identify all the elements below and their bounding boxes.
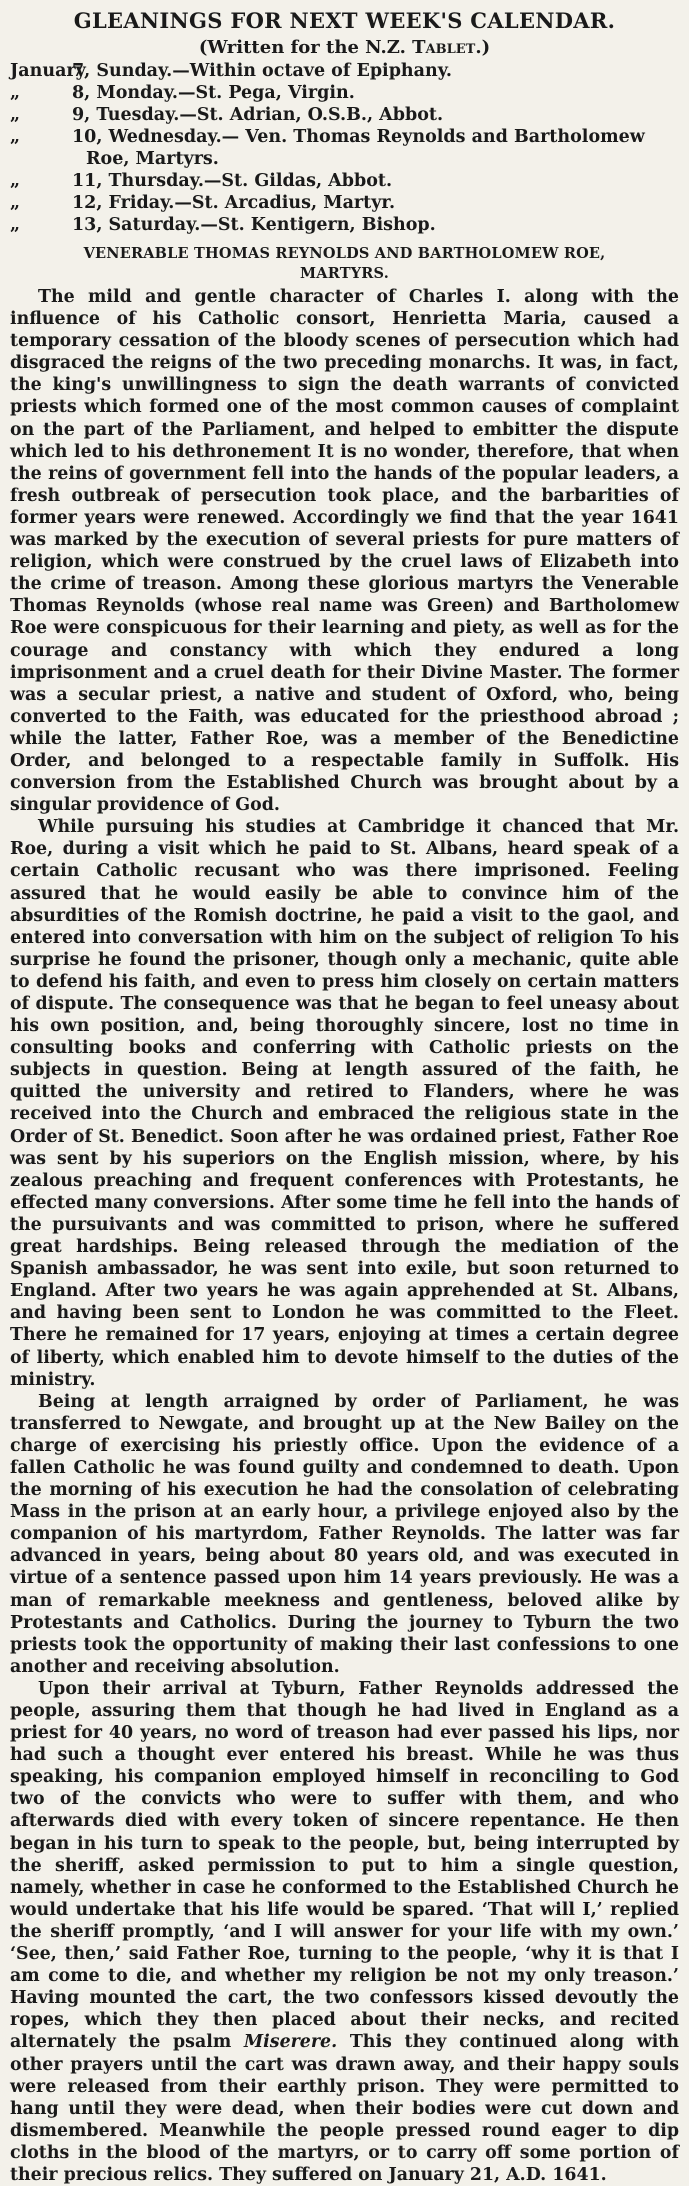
calendar-text: 13, Saturday.—St. Kentigern, Bishop.: [72, 215, 436, 235]
paragraph-4-text-end: This they continued along with other prayers until the cart was drawn away, and their happy souls were released from their earthly prison. They were permitted to hang until they were dead, when their bodies were cut down and dismembered. Meanwhile the people pressed round eager to dip cloths in the blood of the martyrs, or to carry off some portion of their precious relics. They suffered on January 21, A.D. 1641.: [10, 2032, 679, 2185]
page-subtitle: [10, 37, 679, 58]
calendar-entry: [10, 170, 679, 192]
calendar-entry: [10, 214, 679, 236]
calendar-month: January: [10, 61, 86, 81]
calendar-month: „: [10, 105, 21, 125]
subtitle-paper-name: Tablet: [412, 37, 476, 58]
subtitle-prefix: (Written for the N.Z.: [198, 37, 413, 58]
subtitle-suffix: .): [475, 37, 491, 58]
calendar-entry: [10, 104, 679, 126]
calendar-entry-continuation: Roe, Martyrs.: [86, 149, 219, 169]
article-paragraph-3: Being at length arraigned by order of Parliament, he was transferred to Newgate, and brought up at the New Bailey on the charge of exercising his priestly office. Upon the evidence of a fallen Catholic he was found guilty and condemned to death. Upon the morning of his execution he had the consolation of celebrating Mass in the prison at an early hour, a privilege enjoyed also by the companion of his martyrdom, Father Reynolds. The latter was far advanced in years, being about 80 years old, and was executed in virtue of a sentence passed upon him 14 years previously. He was a man of remarkable meekness and gentleness, beloved alike by Protestants and Catholics. During the journey to Tyburn the two priests took the opportunity of making their last confessions to one another and receiving absolution.: [10, 1391, 679, 1677]
calendar-month: „: [10, 215, 21, 235]
calendar-entry: [10, 82, 679, 104]
calendar-text: 8, Monday.—St. Pega, Virgin.: [72, 83, 355, 103]
calendar-text: 9, Tuesday.—St. Adrian, O.S.B., Abbot.: [72, 105, 444, 125]
article-paragraph-1: The mild and gentle character of Charles I. along with the influence of his Catholic consort, Henrietta Maria, caused a temporary cessation of the bloody scenes of persecution which had disgraced the reigns of the two preceding monarchs. It was, in fact, the king's unwillingness to sign the death warrants of convicted priests which formed one of the most common causes of complaint on the part of the Parliament, and helped to embitter the dispute which led to his dethronement It is no wonder, therefore, that when the reins of government fell into the hands of the popular leaders, a fresh outbreak of persecution took place, and the barbarities of former years were renewed. Accordingly we find that the year 1641 was marked by the execution of several priests for pure matters of religion, which were construed by the cruel laws of Elizabeth into the crime of treason. Among these glorious martyrs the Venerable Thomas Reynolds (whose real name was Green) and Bartholomew Roe were conspicuous for their learning and piety, as well as for the courage and constancy with which they endured a long imprisonment and a cruel death for their Divine Master. The former was a secular priest, a native and student of Oxford, who, being converted to the Faith, was educated for the priesthood abroad ; while the latter, Father Roe, was a member of the Benedictine Order, and belonged to a respectable family in Suffolk. His conversion from the Established Church was brought about by a singular providence of God.: [10, 287, 679, 816]
calendar-entry: [10, 126, 679, 148]
calendar-month: „: [10, 171, 21, 191]
calendar-entry: [10, 60, 679, 82]
calendar-text: 12, Friday.—St. Arcadius, Martyr.: [72, 193, 396, 213]
calendar-month: „: [10, 193, 21, 213]
article-heading-line-1: VENERABLE THOMAS REYNOLDS AND BARTHOLOMEW ROE,: [83, 245, 606, 262]
article-paragraph-4: [10, 1678, 679, 2186]
calendar-text: 10, Wednesday.— Ven. Thomas Reynolds and Bartholomew: [72, 127, 645, 147]
article-paragraph-2: While pursuing his studies at Cambridge it chanced that Mr. Roe, during a visit which he paid to St. Albans, heard speak of a certain Catholic recusant who was there imprisoned. Feeling assured that he would easily be able to convince him of the absurdities of the Romish doctrine, he paid a visit to the gaol, and entered into conversation with him on the subject of religion To his surprise he found the prisoner, though only a mechanic, quite able to defend his faith, and even to press him closely on certain matters of dispute. The consequence was that he began to feel uneasy about his own position, and, being thoroughly sincere, lost no time in consulting books and conferring with Catholic priests on the subjects in question. Being at length assured of the faith, he quitted the university and retired to Flanders, where he was received into the Church and embraced the religious state in the Order of St. Benedict. Soon after he was ordained priest, Father Roe was sent by his superiors on the English mission, where, by his zealous preaching and frequent conferences with Protestants, he effected many conversions. After some time he fell into the hands of the pursuivants and was committed to prison, where he suffered great hardships. Being released through the mediation of the Spanish ambassador, he was sent into exile, but soon returned to England. After two years he was again apprehended at St. Albans, and having been sent to London he was committed to the Fleet. There he remained for 17 years, enjoying at times a certain degree of liberty, which enabled him to devote himself to the duties of the ministry.: [10, 817, 679, 1390]
article-heading: [10, 244, 679, 284]
article-heading-line-2: MARTYRS.: [300, 265, 389, 282]
paragraph-4-text-start: Upon their arrival at Tyburn, Father Reynolds addressed the people, assuring them that though he had lived in England as a priest for 40 years, no word of treason had ever passed his lips, nor had such a thought ever entered his breast. While he was thus speaking, his companion employed himself in reconciling to God two of the convicts who were to suffer with them, and who afterwards died with every token of sincere repentance. He then began in his turn to speak to the people, but, being interrupted by the sheriff, asked permission to put to him a single question, namely, whether in case he conformed to the Established Church he would undertake that his life would be spared. ‘That will I,’ replied the sheriff promptly, ‘and I will answer for your life with my own.’ ‘See, then,’ said Father Roe, turning to the people, ‘why it is that I am come to die, and whether my religion be not my only treason.’ Having mounted the cart, the two confessors kissed devoutly the ropes, which they then placed about their necks, and recited alternately the psalm: [10, 1678, 679, 2053]
calendar-list: [10, 60, 679, 236]
calendar-text: 11, Thursday.—St. Gildas, Abbot.: [72, 171, 393, 191]
calendar-text: 7, Sunday.—Within octave of Epiphany.: [72, 61, 452, 81]
calendar-entry: [10, 192, 679, 214]
calendar-month: „: [10, 127, 21, 147]
psalm-title: Miserere.: [243, 2032, 338, 2053]
calendar-month: „: [10, 83, 21, 103]
page-title: GLEANINGS FOR NEXT WEEK'S CALENDAR.: [73, 8, 616, 33]
